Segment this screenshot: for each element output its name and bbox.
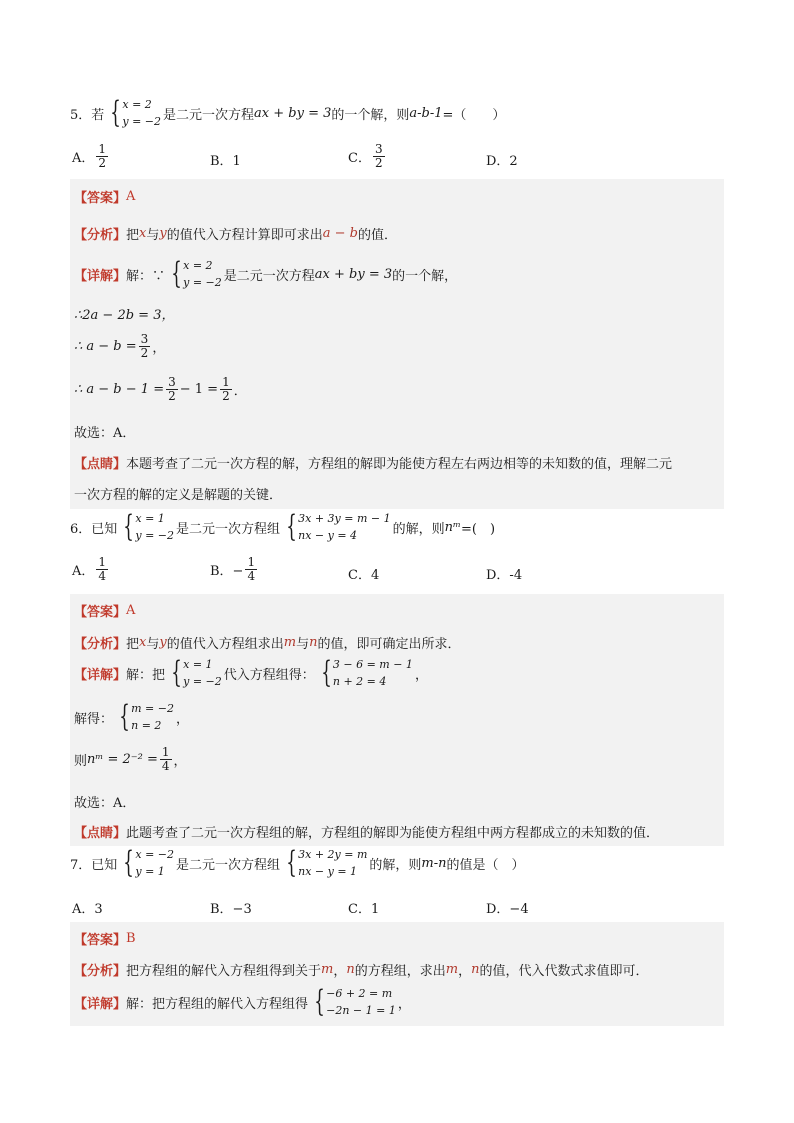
q5-solution-system: { x = 2 y = −2 [110,95,162,130]
comment-tag: 【点睛】 [74,457,127,472]
sys-line2: y = −2 [183,276,222,289]
q6-expression: nᵐ [444,519,461,535]
text: 本题考查了二元一次方程的解，方程组的解即为能使方程左右两边相等的未知数的值，理解二元 [126,457,673,472]
frac-denominator: 4 [161,759,170,773]
sys-line2: n + 2 = 4 [332,675,387,688]
text: 的值，代入代数式求值即可． [479,964,649,979]
frac-numerator: 3 [168,375,176,389]
q5-equation: ax + by = 3 [254,105,332,121]
q5-option-a [72,143,110,170]
frac-denominator: 4 [247,569,256,583]
q5-option-d: D．2 [486,154,518,169]
q5-option-c-fraction [373,143,385,170]
q6-option-b [210,556,259,583]
fraction [166,376,178,403]
text: 与 [146,637,160,652]
q6-answer-value: A [126,603,136,618]
text: 的解，则 [392,521,445,537]
q5-detail [74,257,457,291]
q5-stem-tail: 的一个解，则 [331,107,410,123]
text: 的方程组，求出 [354,964,446,979]
fraction [139,333,151,360]
text: ， [414,667,428,683]
analysis-tag: 【分析】 [74,964,127,979]
q5-stem-mid: 是二元一次方程 [163,107,255,123]
q5-option-b: B．1 [210,154,241,169]
q6-equation-system: { 3x + 3y = m − 1 nx − y = 4 [286,509,391,544]
sys-line1: x = 1 [135,512,165,525]
text: 与 [296,637,310,652]
text: ∴ a − b = [74,339,137,354]
q7-option-a: A．3 [72,902,103,917]
q6-analysis [74,633,461,652]
system: { −6 + 2 = m −2n − 1 = 1 [314,984,396,1019]
analysis-tag: 【分析】 [74,228,127,243]
frac-denominator: 2 [374,156,383,170]
sys-line2: y = −2 [135,529,175,542]
frac-denominator: 2 [168,389,176,403]
q5-sys-line2: y = −2 [122,115,162,128]
q7-number: 7．已知 [70,857,118,873]
var-y: y [159,226,167,241]
system: { 3 − 6 = m − 1 n + 2 = 4 [321,655,413,690]
eq-line1: 3x + 2y = m [298,848,368,861]
q5-number: 5．若 [70,107,105,123]
q6-number: 6．已知 [70,521,118,537]
fraction [220,376,232,403]
q6-stem [70,510,725,544]
text: 是二元一次方程组 [176,521,281,537]
q5-step1: ∴2a − 2b = 3， [74,308,175,323]
q6-solve [74,700,189,734]
text: 把 [126,228,140,243]
system: { x = 1 y = −2 [171,655,222,690]
text: =( ) [460,521,496,537]
label: B．− [210,564,244,579]
fraction [160,746,172,773]
q5-stem [70,96,725,130]
q7-detail [74,985,411,1019]
q5-stem-end: =（ ） [442,107,506,123]
sys-line1: x = −2 [135,848,175,861]
expr: nᵐ = 2⁻² = [87,752,158,767]
sys-line1: −6 + 2 = m [326,987,393,1000]
expr-a-minus-b: a − b [322,226,358,241]
text: 的值代入方程计算即可求出 [166,228,323,243]
q5-sys-line1: x = 2 [122,98,152,111]
q5-analysis [74,224,397,243]
var-n: n [346,962,355,977]
q6-comment [74,822,659,841]
sys-line1: x = 1 [183,658,213,671]
text: 解得： [74,711,114,727]
q7-option-b: B．−3 [210,902,252,917]
q5-comment-line1 [74,453,672,472]
frac-denominator: 2 [222,389,230,403]
var-m: m [321,962,334,977]
q6-solution-system: { x = 1 y = −2 [123,509,175,544]
eq-line2: nx − y = 4 [298,529,358,542]
text: 的值是（ ） [446,857,525,873]
frac-numerator: 3 [140,332,149,346]
q5-detail-system: { x = 2 y = −2 [171,256,222,291]
frac-denominator: 2 [98,156,107,170]
text: ， [152,341,166,356]
sys-line2: y = 1 [135,865,165,878]
q6-option-d: D．-4 [486,568,523,583]
q5-step2 [74,333,165,360]
sys-line2: y = −2 [183,675,222,688]
text: 的值代入方程组求出 [166,637,284,652]
comment-tag: 【点睛】 [74,826,127,841]
q5-answer [74,187,135,206]
var-x: x [139,226,147,241]
q5-expression: a-b-1 [409,105,443,121]
text: 把 [126,637,140,652]
text: 解：把 [126,667,166,683]
q7-analysis [74,960,649,979]
text: 与 [146,228,160,243]
frac-denominator: 4 [98,569,107,583]
q5-comment-line2: 一次方程的解的定义是解题的关键． [74,488,283,503]
q5-option-a-label: A． [72,151,95,166]
answer-tag: 【答案】 [74,605,127,620]
q7-stem [70,846,725,880]
q5-option-c-label: C． [348,151,371,166]
q6-choice: 故选：A． [74,796,136,811]
q5-option-a-fraction [96,143,108,170]
q5-step3 [74,376,247,403]
sys-line1: x = 2 [183,259,213,272]
text: ， [173,754,187,769]
detail-tag: 【详解】 [74,996,127,1012]
text: ， [458,964,472,979]
fraction [245,556,257,583]
text: 的一个解， [392,268,458,284]
q6-option-a [72,556,110,583]
text: 把方程组的解代入方程组得到关于 [126,964,322,979]
answer-tag: 【答案】 [74,191,127,206]
text: 的解，则 [369,857,422,873]
var-m: m [283,635,297,650]
text: ∴ a − b − 1 = [74,382,165,397]
sys-line2: −2n − 1 = 1 [326,1004,396,1017]
q6-answer [74,601,135,620]
var-m: m [445,962,459,977]
text: ． [233,384,247,399]
text: 则 [74,754,88,769]
text: 是二元一次方程组 [176,857,281,873]
frac-numerator: 1 [247,555,256,569]
text: ， [333,964,347,979]
label: A． [72,564,95,579]
detail-tag: 【详解】 [74,667,127,683]
frac-numerator: 3 [374,142,383,156]
system: { m = −2 n = 2 [119,699,174,734]
q5-option-c [348,143,387,170]
q6-final [74,746,187,773]
q7-option-d: D．−4 [486,902,529,917]
text: 代入方程组得： [223,667,315,683]
fraction [96,556,108,583]
frac-numerator: 1 [98,142,107,156]
q7-option-c: C．1 [348,902,380,917]
equation: ax + by = 3 [314,266,393,282]
q7-equation-system: { 3x + 2y = m nx − y = 1 [286,845,368,880]
frac-numerator: 1 [98,555,107,569]
var-n: n [471,962,480,977]
analysis-tag: 【分析】 [74,637,127,652]
text: 的值． [358,228,398,243]
text: 此题考查了二元一次方程组的解，方程组的解即为能使方程组中两方程都成立的未知数的值． [126,826,660,841]
frac-denominator: 2 [140,346,149,360]
eq-line2: nx − y = 1 [298,865,358,878]
var-x: x [139,635,147,650]
text: 的值，即可确定出所求． [317,637,461,652]
q7-expression: m-n [421,855,447,871]
var-y: y [159,635,167,650]
frac-numerator: 1 [161,745,170,759]
sys-line2: n = 2 [131,719,162,732]
text: − 1 = [179,382,219,397]
detail-tag: 【详解】 [74,268,127,284]
answer-tag: 【答案】 [74,933,127,948]
q6-option-c: C．4 [348,568,380,583]
q5-answer-value: A [126,189,136,204]
sys-line1: m = −2 [131,702,174,715]
q6-detail [74,656,428,690]
q7-answer [74,929,136,948]
q7-solution-system: { x = −2 y = 1 [123,845,175,880]
var-n: n [309,635,318,650]
eq-line1: 3x + 3y = m − 1 [298,512,391,525]
text: 解：∵ [126,268,166,284]
q5-choice: 故选：A． [74,426,136,441]
frac-numerator: 1 [222,375,230,389]
text: ， [397,996,411,1012]
text: ， [175,711,189,727]
text: 解：把方程组的解代入方程组得 [126,996,309,1012]
q7-answer-value: B [126,931,136,946]
sys-line1: 3 − 6 = m − 1 [332,658,413,671]
text: 是二元一次方程 [223,268,315,284]
